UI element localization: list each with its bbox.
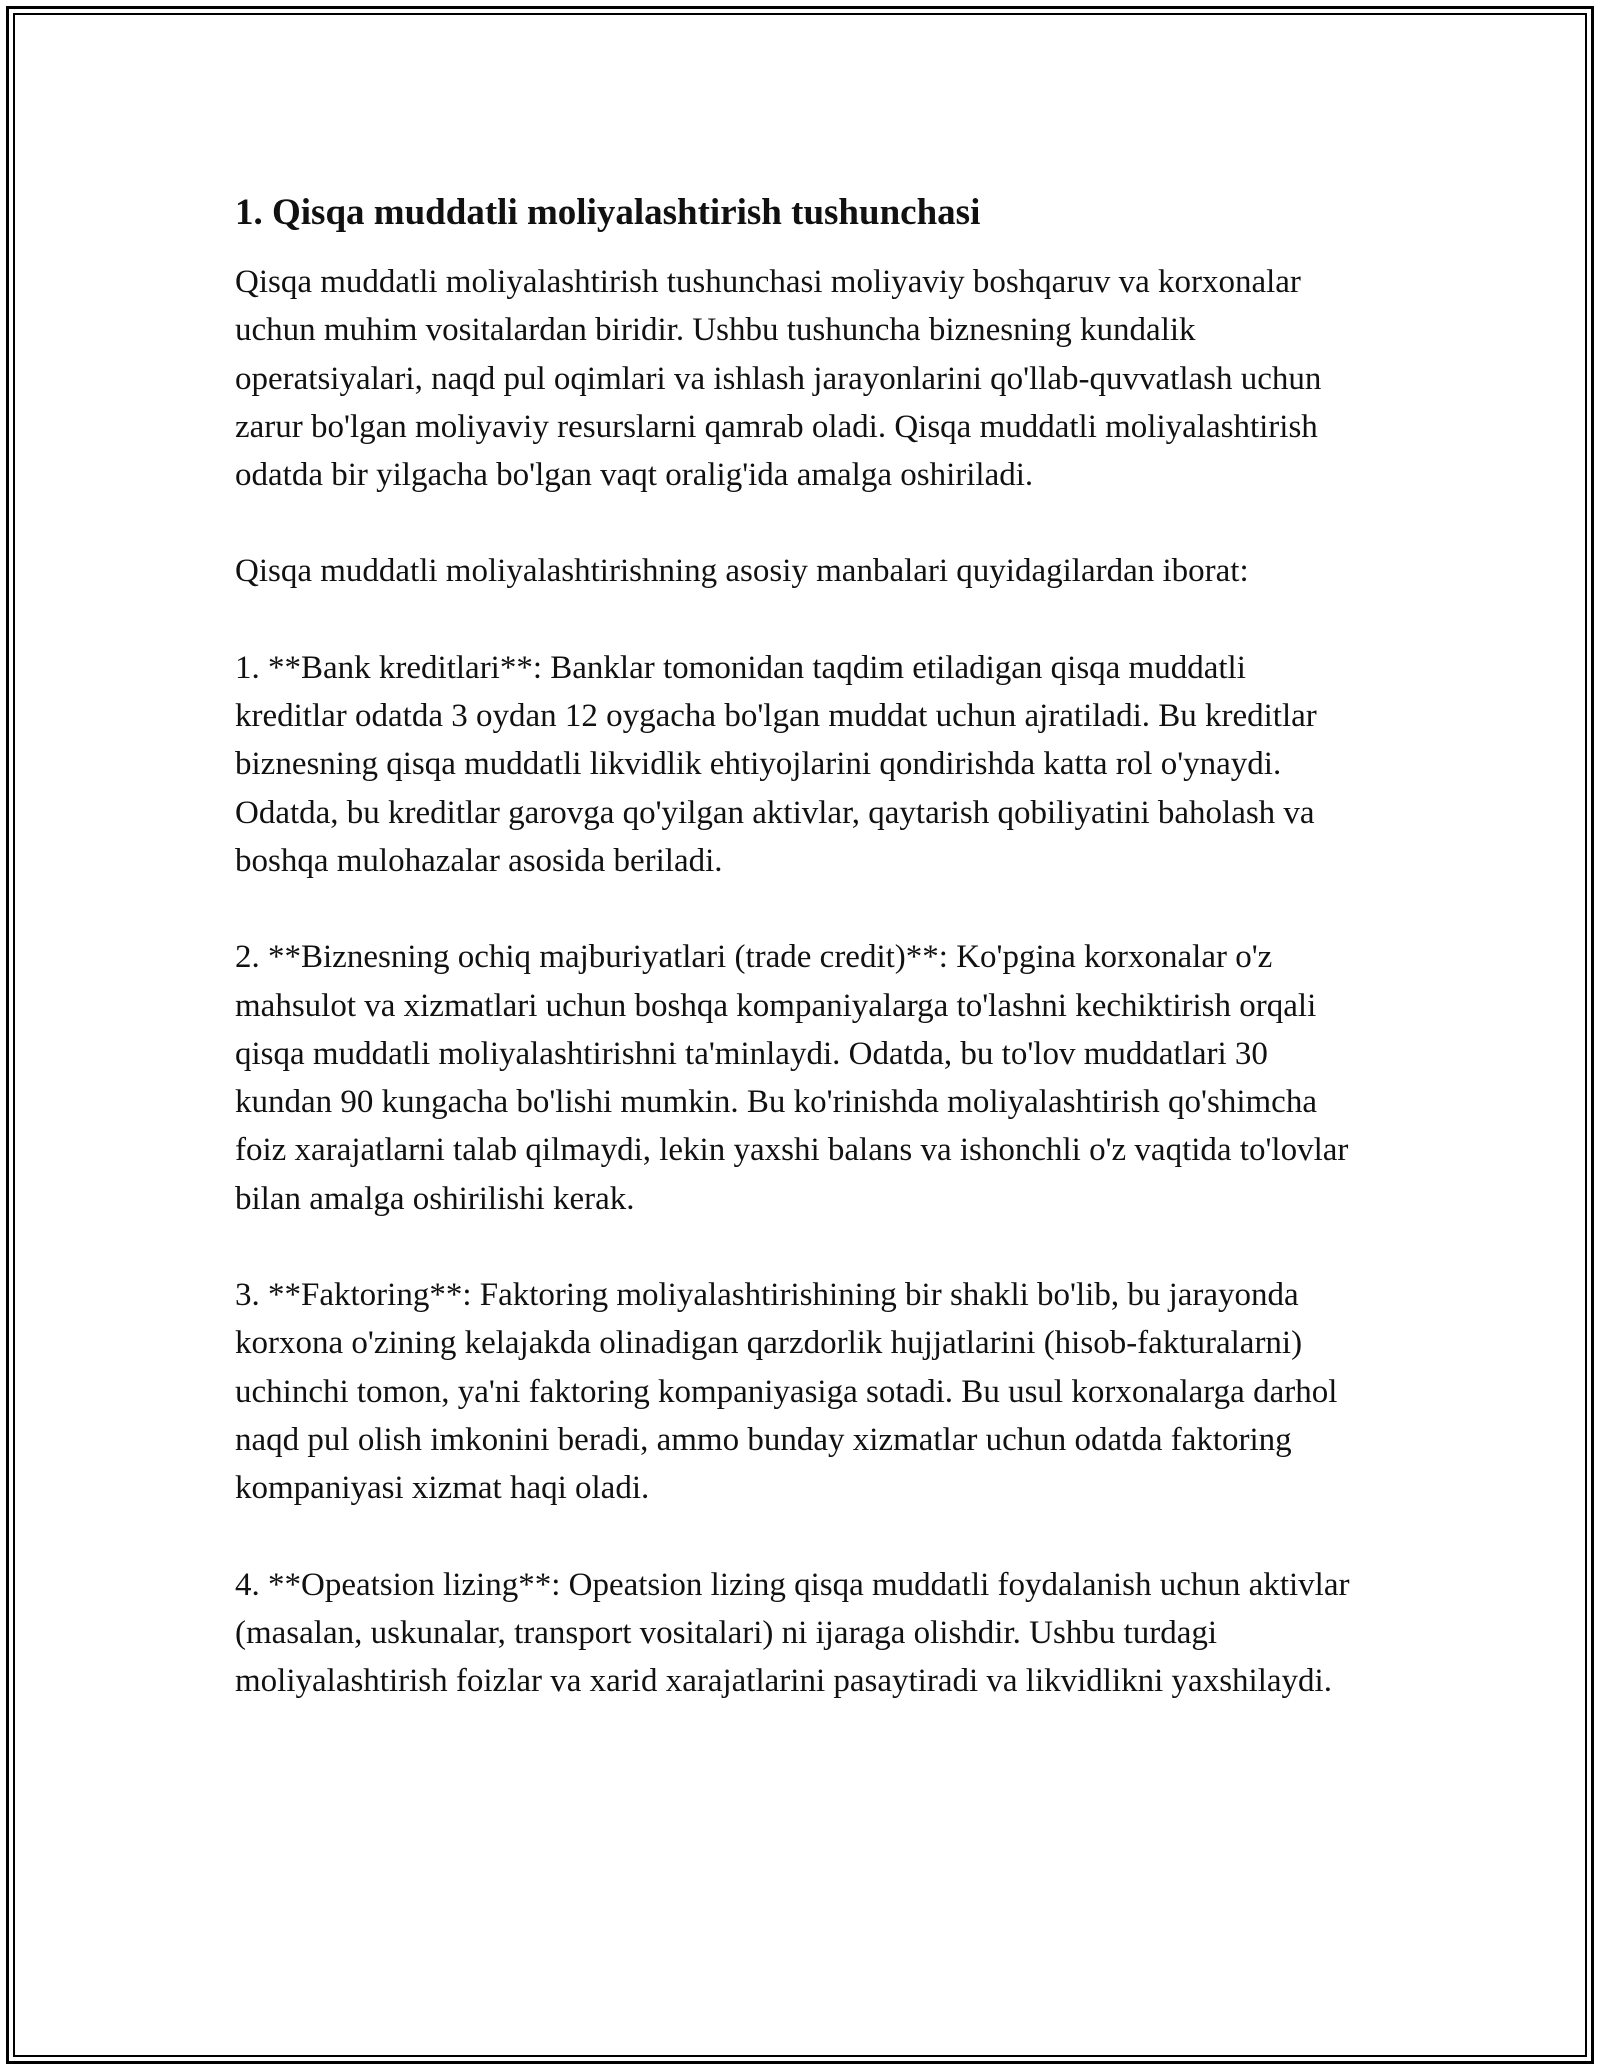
section-heading: 1. Qisqa muddatli moliyalashtirish tushunchasi <box>235 192 981 233</box>
list-item-factoring: 3. **Faktoring**: Faktoring moliyalashtirishining bir shakli bo'lib, bu jarayonda korxona o'zining kelajakda olinadigan qarzdorlik hujjatlarini (hisob-fakturalarni) uchinchi tomon, ya'ni faktoring kompaniyasiga sotadi. Bu usul korxonalarga darhol naqd pul olish imkonini beradi, ammo bunday xizmatlar uchun odatda faktoring kompaniyasi xizmat haqi oladi. <box>235 1277 1338 1507</box>
document-body <box>235 188 1365 1753</box>
sources-intro-paragraph: Qisqa muddatli moliyalashtirishning asosiy manbalari quyidagilardan iborat: <box>235 553 1249 590</box>
intro-paragraph: Qisqa muddatli moliyalashtirish tushunchasi moliyaviy boshqaruv va korxonalar uchun muhim vositalardan biridir. Ushbu tushuncha biznesning kundalik operatsiyalari, naqd pul oqimlari va ishlash jarayonlarini qo'llab-quvvatlash uchun zarur bo'lgan moliyaviy resurslarni qamrab oladi. Qisqa muddatli moliyalashtirish odatda bir yilgacha bo'lgan vaqt oralig'ida amalga oshiriladi. <box>235 264 1322 494</box>
list-item-trade-credit: 2. **Biznesning ochiq majburiyatlari (trade credit)**: Ko'pgina korxonalar o'z mahsulot va xizmatlari uchun boshqa kompaniyalarga to'lashni kechiktirish orqali qisqa muddatli moliyalashtirishni ta'minlaydi. Odatda, bu to'lov muddatlari 30 kundan 90 kungacha bo'lishi mumkin. Bu ko'rinishda moliyalashtirish qo'shimcha foiz xarajatlarni talab qilmaydi, lekin yaxshi balans va ishonchli o'z vaqtida to'lovlar bilan amalga oshirilishi kerak. <box>235 939 1349 1217</box>
list-item-operating-lease: 4. **Opeatsion lizing**: Opeatsion lizing qisqa muddatli foydalanish uchun aktivlar (masalan, uskunalar, transport vositalari) ni ijaraga olishdir. Ushbu turdagi moliyalashtirish foizlar va xarid xarajatlarini pasaytiradi va likvidlikni yaxshilaydi. <box>235 1566 1350 1700</box>
list-item-bank-credits: 1. **Bank kreditlari**: Banklar tomonidan taqdim etiladigan qisqa muddatli kreditlar odatda 3 oydan 12 oygacha bo'lgan muddat uchun ajratiladi. Bu kreditlar biznesning qisqa muddatli likvidlik ehtiyojlarini qondirishda katta rol o'ynaydi. Odatda, bu kreditlar garovga qo'yilgan aktivlar, qaytarish qobiliyatini baholash va boshqa mulohazalar asosida beriladi. <box>235 649 1317 879</box>
